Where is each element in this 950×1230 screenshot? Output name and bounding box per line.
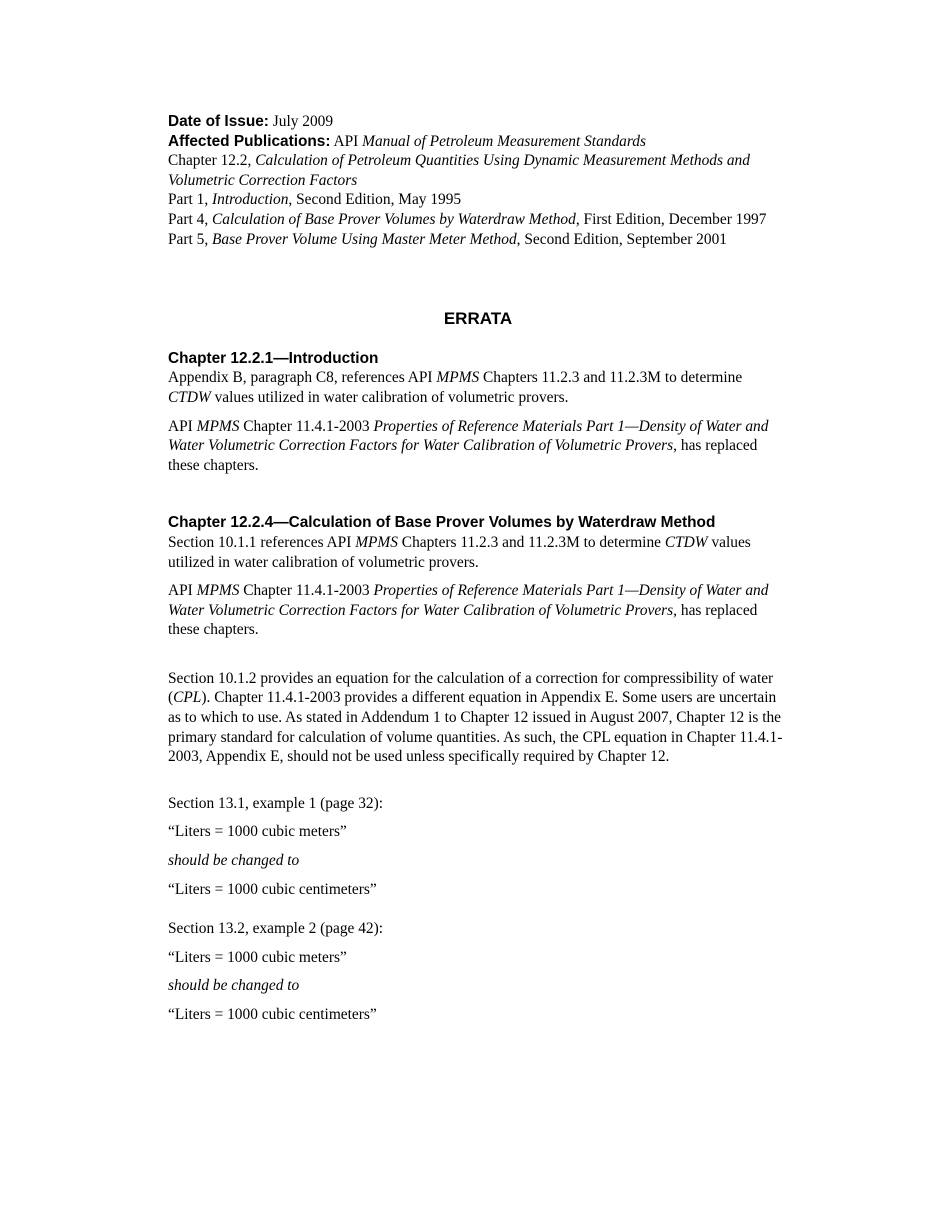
part1-line bbox=[168, 190, 788, 210]
text-run: Properties of Reference Materials Part 1—Density of Water and Water Volumetric Correction Factors for Water Calibration of Volumetric Provers bbox=[168, 582, 769, 619]
part4-prefix: Part 4, bbox=[168, 210, 213, 228]
text-run: Properties of Reference Materials Part 1—Density of Water and Water Volumetric Correction Factors for Water Calibration of Volumetric Provers bbox=[168, 417, 769, 455]
text-run: values utilized in water calibration of volumetric provers. bbox=[210, 388, 569, 406]
text-run: MPMS bbox=[355, 533, 398, 551]
part4-line bbox=[168, 210, 788, 230]
part5-title: Base Prover Volume Using Master Meter Method bbox=[212, 230, 517, 248]
text-run: Chapter 11.4.1-2003 bbox=[239, 417, 374, 435]
example2-reference: Section 13.2, example 2 (page 42): bbox=[168, 920, 383, 938]
date-label: Date of Issue: bbox=[168, 113, 269, 130]
text-run: API bbox=[168, 582, 197, 600]
text-run: Section 10.1.1 references API bbox=[168, 533, 356, 551]
text-run: Appendix B, paragraph C8, references API bbox=[168, 369, 437, 387]
example2-change-note: should be changed to bbox=[168, 977, 300, 995]
part1-prefix: Part 1, bbox=[168, 191, 213, 209]
paragraph bbox=[168, 417, 788, 476]
part4-title: Calculation of Base Prover Volumes by Waterdraw Method bbox=[212, 210, 576, 228]
part1-suffix: , Second Edition, May 1995 bbox=[288, 191, 462, 209]
example1-change-note: should be changed to bbox=[168, 852, 300, 870]
affected-publications bbox=[168, 132, 788, 152]
paragraph bbox=[168, 368, 788, 407]
part5-line bbox=[168, 230, 788, 250]
part5-suffix: , Second Edition, September 2001 bbox=[516, 230, 727, 248]
section-heading: Chapter 12.2.4—Calculation of Base Prover Volumes by Waterdraw Method bbox=[168, 514, 716, 532]
example1-old-text: “Liters = 1000 cubic meters” bbox=[168, 823, 347, 841]
text-run: MPMS bbox=[436, 369, 480, 387]
text-run: Chapters 11.2.3 and 11.2.3M to determine bbox=[479, 369, 743, 387]
section-12-2-1 bbox=[168, 349, 788, 476]
paragraph bbox=[168, 533, 788, 572]
text-run: ). Chapter 11.4.1-2003 provides a different equation in Appendix E. Some users are uncertain as to which to use. As stated in Addendum 1 to Chapter 12 issued in August 2007, Chapter 12 is the primary standard for calculation of volume quantities. As such, the CPL equation in Chapter 11.4.1-2003, Appendix E, should not be used unless specifically required by Chapter 12. bbox=[168, 689, 783, 766]
affected-title: Manual of Petroleum Measurement Standards bbox=[362, 132, 646, 150]
text-run: values utilized in water calibration of volumetric provers. bbox=[168, 533, 751, 571]
date-of-issue bbox=[168, 112, 788, 132]
affected-prefix: API bbox=[330, 132, 363, 150]
text-run: , has replaced these chapters. bbox=[168, 601, 758, 639]
part1-title: Introduction bbox=[212, 191, 289, 209]
paragraph bbox=[168, 669, 788, 767]
part4-suffix: , First Edition, December 1997 bbox=[575, 210, 767, 228]
text-run: CPL bbox=[173, 689, 202, 707]
chapter-title: Calculation of Petroleum Quantities Using Dynamic Measurement Methods and Volumetric Correction Factors bbox=[168, 152, 750, 189]
text-run: API bbox=[168, 417, 197, 435]
date-value: July 2009 bbox=[268, 113, 334, 130]
text-run: Section 10.1.2 provides an equation for the calculation of a correction for compressibility of water ( bbox=[168, 669, 774, 707]
errata-title: ERRATA bbox=[443, 309, 513, 329]
chapter-prefix: Chapter 12.2, bbox=[168, 152, 256, 170]
text-run: CTDW bbox=[168, 388, 211, 406]
example2-new-text: “Liters = 1000 cubic centimeters” bbox=[168, 1006, 377, 1023]
affected-label: Affected Publications: bbox=[168, 132, 331, 150]
text-run: Chapters 11.2.3 and 11.2.3M to determine bbox=[397, 533, 665, 551]
text-run: Chapter 11.4.1-2003 bbox=[239, 582, 374, 600]
chapter-line bbox=[168, 151, 788, 190]
text-run: , has replaced these chapters. bbox=[168, 437, 758, 474]
paragraph bbox=[168, 581, 788, 640]
example2-old-text: “Liters = 1000 cubic meters” bbox=[168, 948, 347, 966]
part5-prefix: Part 5, bbox=[168, 230, 213, 248]
text-run: MPMS bbox=[196, 417, 240, 435]
section-heading: Chapter 12.2.1—Introduction bbox=[168, 349, 379, 367]
example1-reference: Section 13.1, example 1 (page 32): bbox=[168, 794, 383, 812]
text-run: MPMS bbox=[196, 582, 240, 600]
section-12-2-4 bbox=[168, 513, 788, 1024]
publication-header bbox=[168, 112, 788, 249]
text-run: CTDW bbox=[664, 533, 708, 551]
document-page bbox=[168, 112, 788, 1025]
example1-new-text: “Liters = 1000 cubic centimeters” bbox=[168, 880, 377, 898]
